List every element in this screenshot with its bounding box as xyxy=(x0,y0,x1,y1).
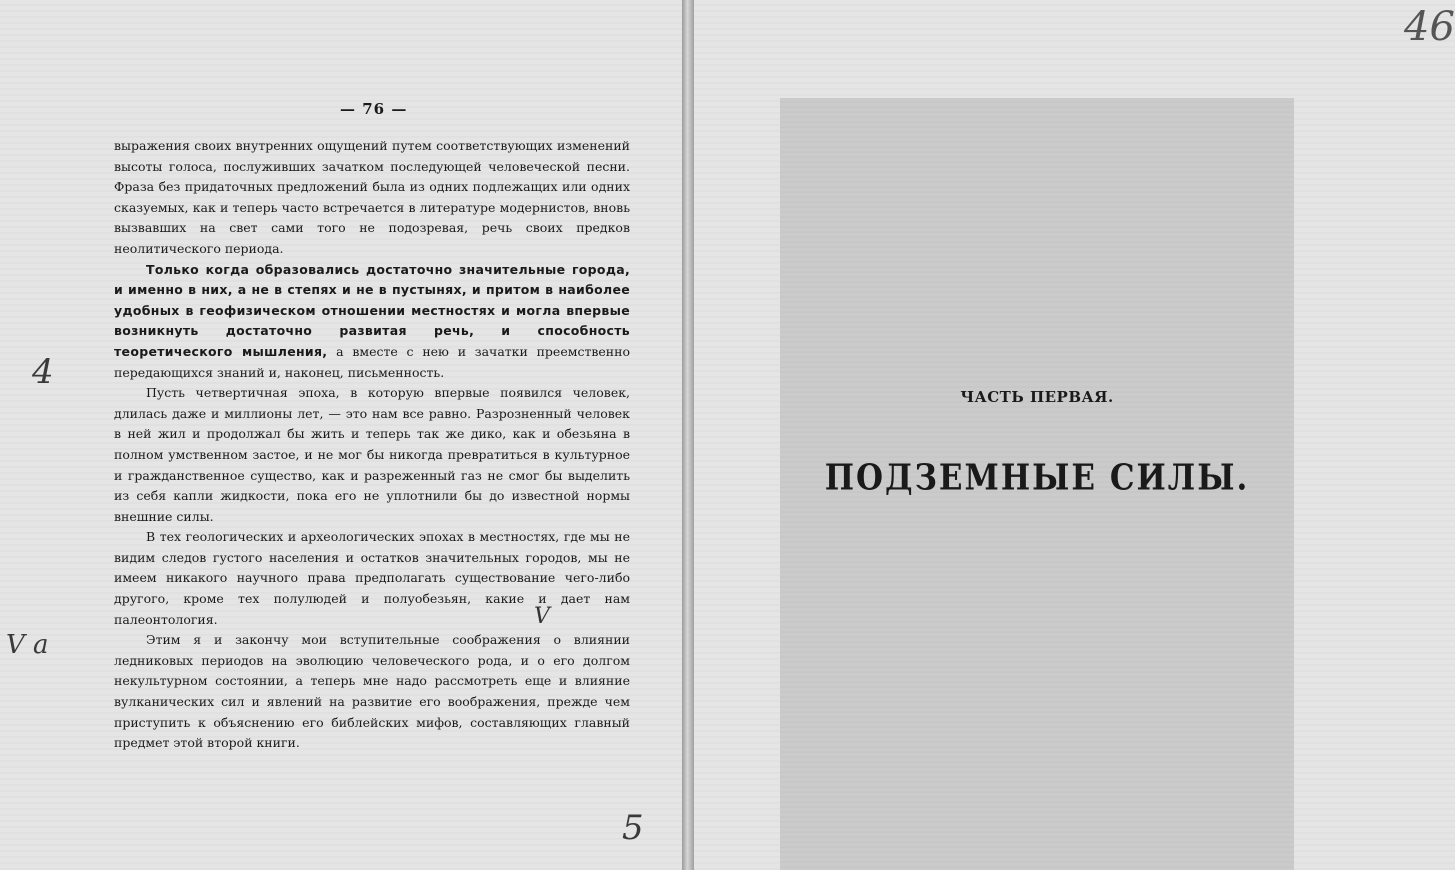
paragraph-1 xyxy=(114,136,630,260)
page-number: — 76 — xyxy=(340,100,408,118)
left-page xyxy=(0,0,682,870)
margin-note-handwritten: 5 xyxy=(622,808,644,848)
insertion-mark: V xyxy=(534,604,550,629)
paragraph-3-text: Пусть четвертичная эпоха, в которую впервые появился человек, длилась даже и миллионы лет, — это нам все равно. Разрозненный человек в ней жил и продолжал бы жить и теперь так же дико, как и обезьяна в полном умственном застое, и не мог бы никогда превратиться в культурное и гражданственное существо, как и разреженный газ не смог бы выделить из себя капли жидкости, пока его не уплотнили бы до известной нормы внешние силы. xyxy=(114,385,630,524)
paragraph-1-text: выражения своих внутренних ощущений путем соответствующих изменений высоты голоса, послуживших зачатком последующей человеческой песни. Фраза без придаточных предложений была из одних подлежащих или одних сказуемых, как и теперь часто встречается в литературе модернистов, вновь вызвавших на свет сами того не подозревая, речь своих предков неолитического периода. xyxy=(114,138,630,256)
body-text xyxy=(114,136,630,754)
paragraph-5 xyxy=(114,630,630,754)
paragraph-3 xyxy=(114,383,630,527)
margin-note-handwritten: V a xyxy=(6,630,49,660)
paragraph-2-text: а вместе с нею и зачатки преемственно передающихся знаний и, наконец, письменность. xyxy=(114,343,630,380)
section-title: ПОДЗЕМНЫЕ СИЛЫ. xyxy=(824,457,1250,499)
corner-page-note: 46 xyxy=(1404,4,1455,50)
margin-note-handwritten: 4 xyxy=(32,352,54,392)
paragraph-4 xyxy=(114,527,630,630)
paragraph-2-bold-text: Только когда образовались достаточно значительные города, и именно в них, а не в степях и не в пустынях, и притом в наиболее удобных в геофизическом отношении местностях и могла впервые возникнуть достаточно развитая речь, и способность теоретического мышления, xyxy=(114,261,630,359)
paragraph-5-text: Этим я и закончу мои вступительные соображения о влиянии ледниковых периодов на эволюцию человеческого рода, и о его долгом некультурном состоянии, а теперь мне надо рассмотреть еще и влияние вулканических сил и явлений на развитие его воображения, прежде чем приступить к объяснению его библейских мифов, составляющих главный предмет этой второй книги. xyxy=(114,632,630,751)
part-title: ЧАСТЬ ПЕРВАЯ. xyxy=(960,388,1114,406)
paragraph-2 xyxy=(114,260,630,384)
paragraph-4-text: В тех геологических и археологических эпохах в местностях, где мы не видим следов густого населения и остатков значительных городов, мы не имеем никакого научного права предполагать существование чего-либо другого, кроме тех полулюдей и полуобезьян, какие и дает нам палеонтология. xyxy=(114,529,630,627)
book-gutter xyxy=(682,0,694,870)
